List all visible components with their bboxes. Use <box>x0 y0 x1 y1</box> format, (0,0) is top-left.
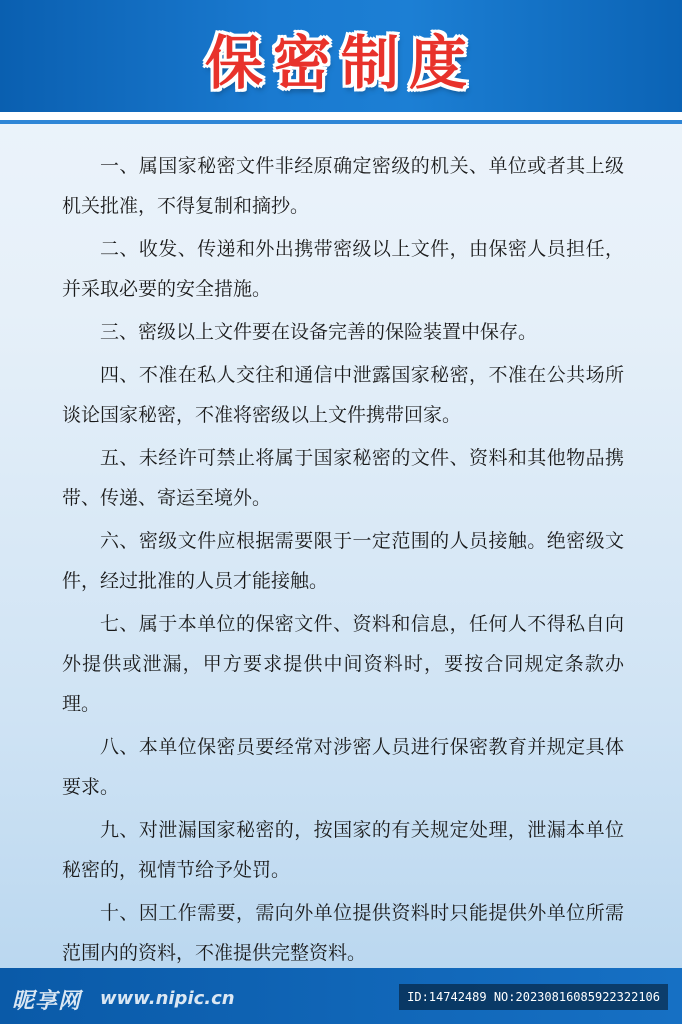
clause-4: 四、不准在私人交往和通信中泄露国家秘密，不准在公共场所谈论国家秘密，不准将密级以上文件携带回家。 <box>62 364 624 426</box>
watermark-logo: 昵享网 <box>12 989 82 1014</box>
page-title: 保密制度 <box>204 29 477 97</box>
clause-6: 六、密级文件应根据需要限于一定范围的人员接触。绝密级文件，经过批准的人员才能接触。 <box>62 530 624 592</box>
clause-5: 五、未经许可禁止将属于国家秘密的文件、资料和其他物品携带、传递、寄运至境外。 <box>62 447 624 509</box>
header-white-stripe <box>0 112 682 120</box>
clause-2: 二、收发、传递和外出携带密级以上文件，由保密人员担任，并采取必要的安全措施。 <box>62 238 624 300</box>
clause-7: 七、属于本单位的保密文件、资料和信息，任何人不得私自向外提供或泄漏，甲方要求提供中间资料时，要按合同规定条款办理。 <box>62 613 624 715</box>
clause-10: 十、因工作需要，需向外单位提供资料时只能提供外单位所需范围内的资料，不准提供完整资料。 <box>62 902 624 964</box>
clause-1: 一、属国家秘密文件非经原确定密级的机关、单位或者其上级机关批准，不得复制和摘抄。 <box>62 155 624 217</box>
clause-list <box>62 146 624 976</box>
clause-8: 八、本单位保密员要经常对涉密人员进行保密教育并规定具体要求。 <box>62 736 624 798</box>
clause-3: 三、密级以上文件要在设备完善的保险装置中保存。 <box>100 321 538 343</box>
clause-9: 九、对泄漏国家秘密的，按国家的有关规定处理，泄漏本单位秘密的，视情节给予处罚。 <box>62 819 624 881</box>
watermark-id: ID:14742489 NO:20230816085922322106 <box>399 984 668 1010</box>
header-blue-stripe <box>0 120 682 124</box>
watermark-url: www.nipic.cn <box>100 988 235 1009</box>
